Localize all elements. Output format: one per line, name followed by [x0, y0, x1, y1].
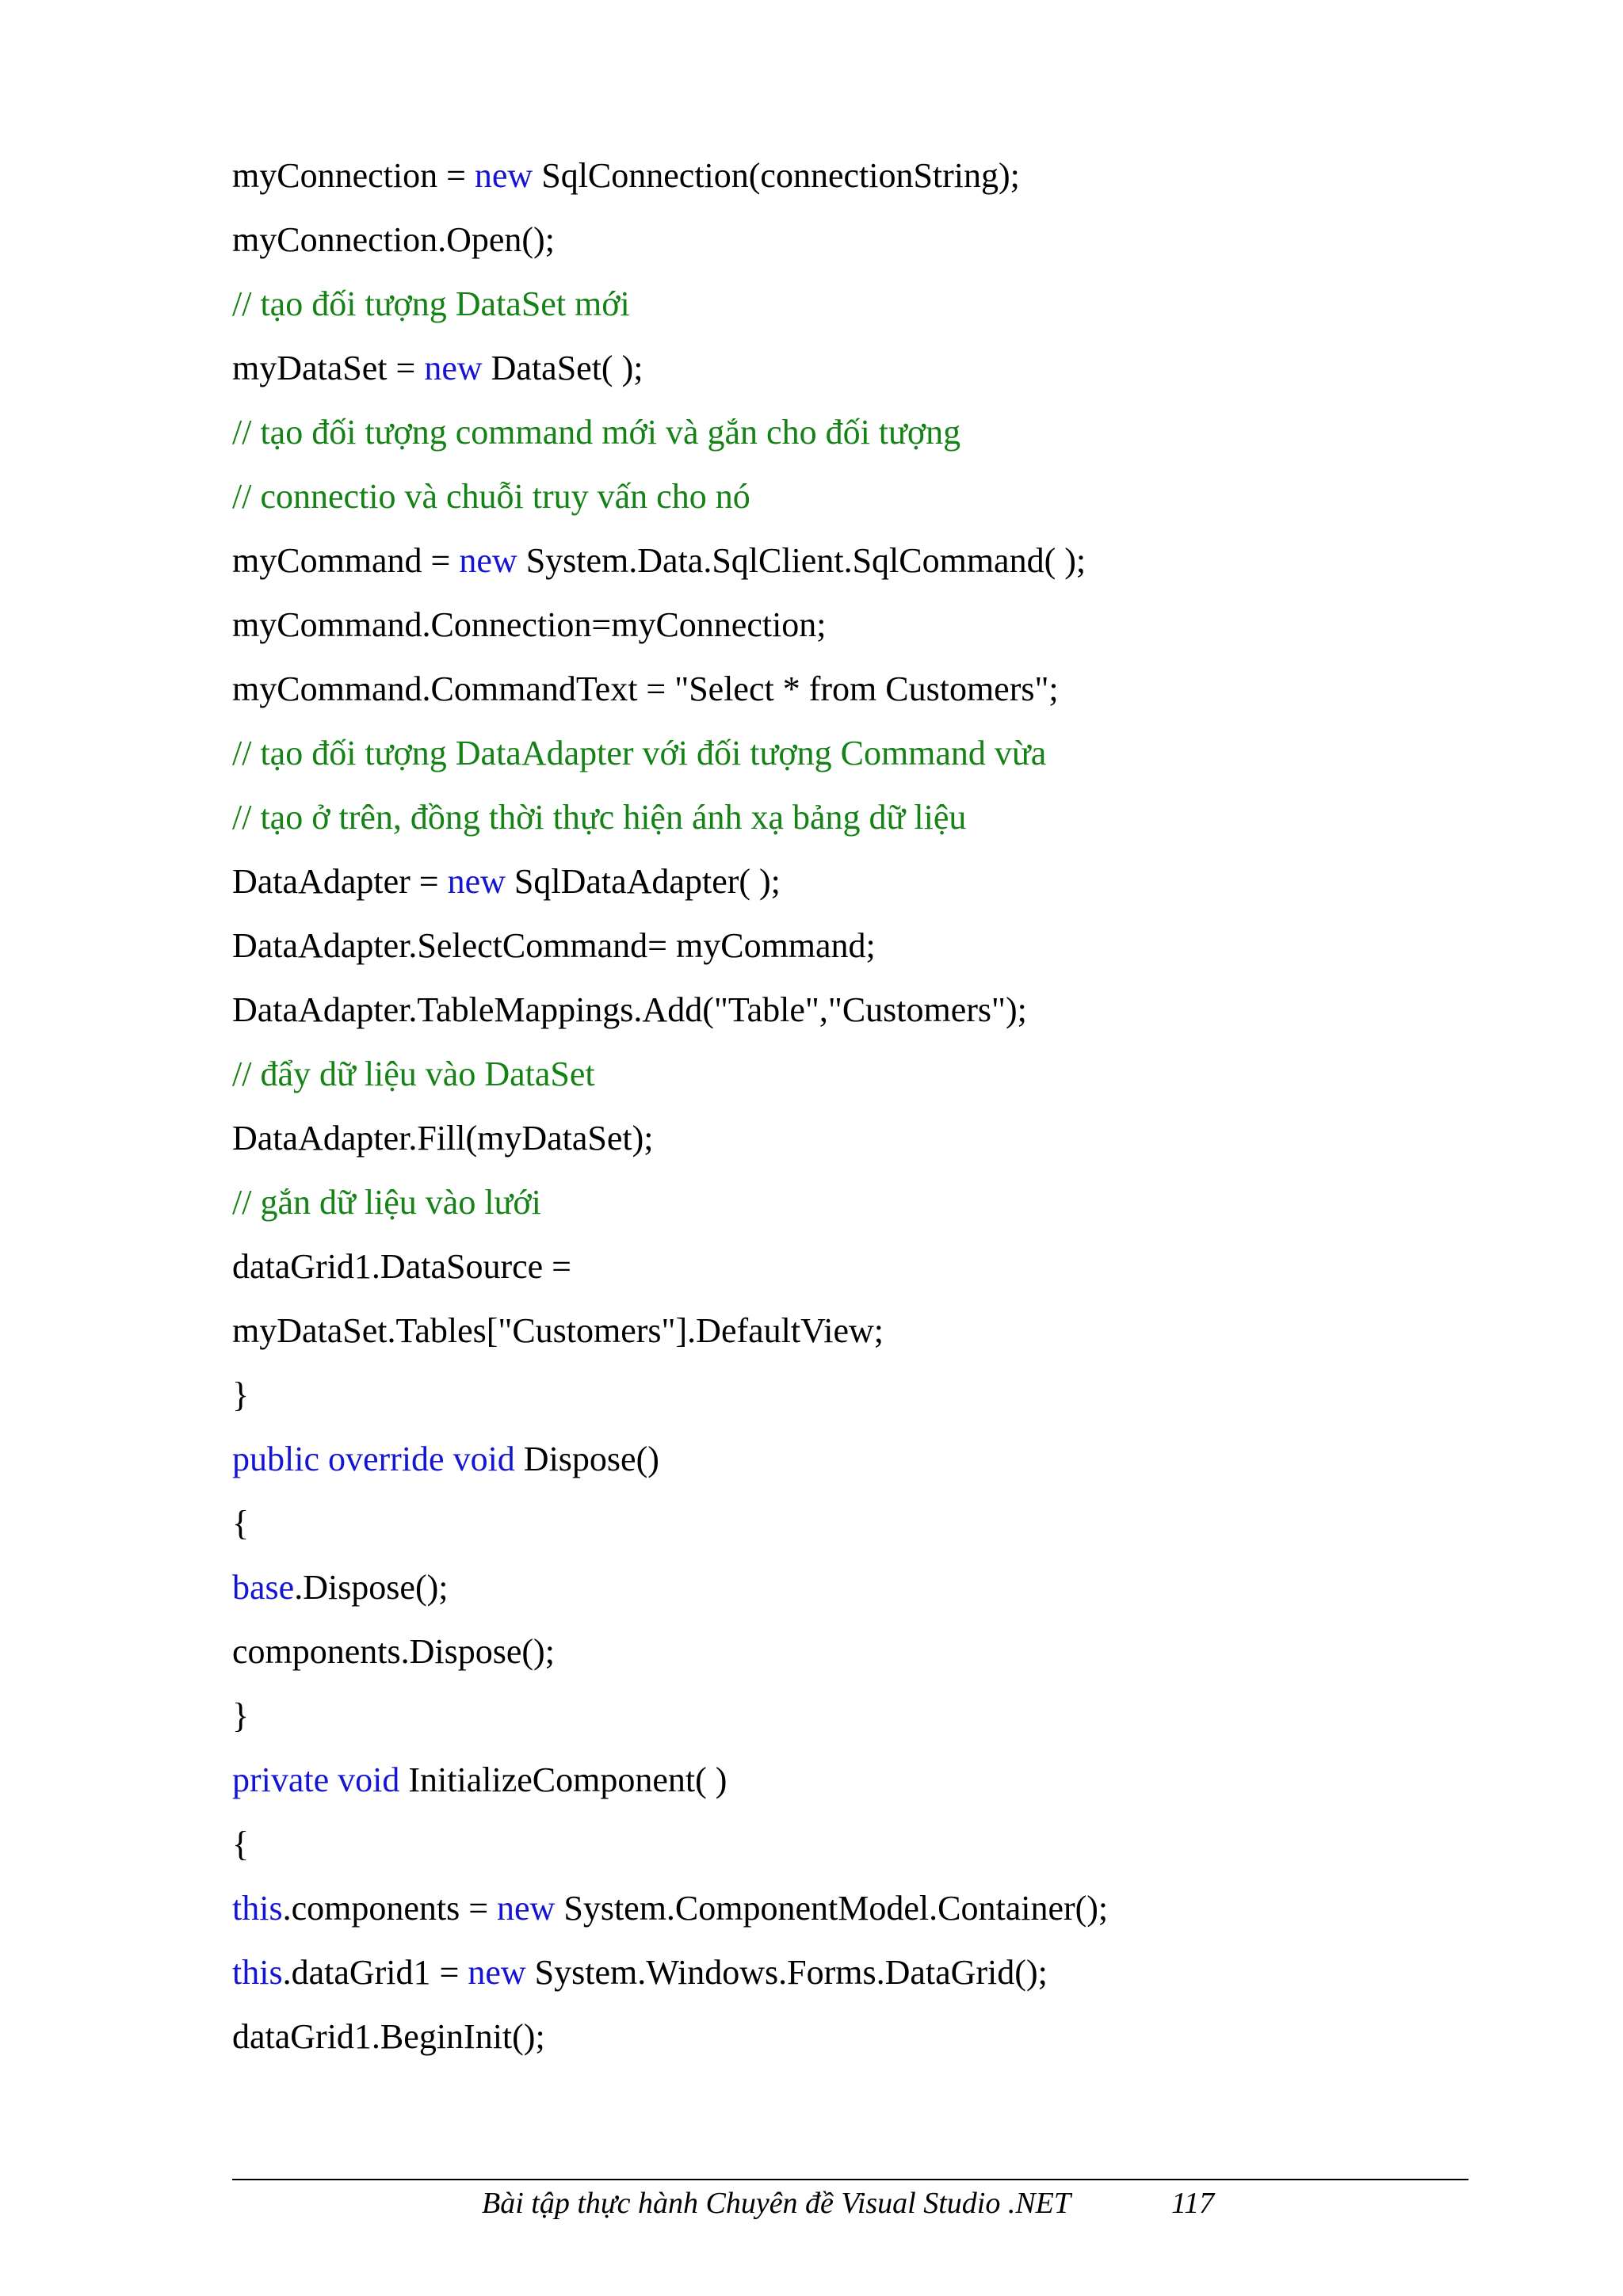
code-text: myDataSet.Tables["Customers"].DefaultView; — [232, 1311, 884, 1350]
code-keyword: new — [468, 1953, 526, 1992]
code-text: .components = — [282, 1889, 498, 1928]
code-keyword: public override void — [232, 1440, 515, 1478]
code-text: System.Windows.Forms.DataGrid(); — [525, 1953, 1048, 1992]
code-text: System.ComponentModel.Container(); — [555, 1889, 1109, 1928]
code-line — [232, 1115, 1500, 1179]
code-text: } — [232, 1375, 250, 1414]
code-line — [232, 858, 1500, 922]
code-comment: // đẩy dữ liệu vào DataSet — [232, 1055, 595, 1093]
code-comment: // connectio và chuỗi truy vấn cho nó — [232, 477, 750, 516]
code-text: DataAdapter = — [232, 862, 448, 901]
code-line — [232, 1179, 1500, 1243]
code-line — [232, 1564, 1500, 1628]
code-text: InitializeComponent( ) — [399, 1760, 727, 1799]
code-keyword: new — [447, 862, 506, 901]
code-line — [232, 601, 1500, 666]
code-line — [232, 409, 1500, 473]
code-text: DataAdapter.TableMappings.Add("Table","Customers"); — [232, 990, 1027, 1029]
code-line — [232, 345, 1500, 409]
code-line — [232, 1371, 1500, 1436]
code-comment: // gắn dữ liệu vào lưới — [232, 1183, 541, 1222]
code-text: { — [232, 1504, 250, 1543]
code-keyword: new — [497, 1889, 556, 1928]
code-text: { — [232, 1825, 250, 1863]
code-keyword: this — [232, 1889, 283, 1928]
code-text: components.Dispose(); — [232, 1632, 555, 1671]
code-comment: // tạo đối tượng DataSet mới — [232, 284, 630, 323]
code-comment: // tạo đối tượng DataAdapter với đối tượng Command vừa — [232, 734, 1047, 772]
code-line — [232, 1692, 1500, 1756]
code-text: SqlDataAdapter( ); — [505, 862, 781, 901]
code-text: myCommand.CommandText = "Select * from Customers"; — [232, 669, 1059, 708]
code-line — [232, 1436, 1500, 1500]
code-text: myCommand.Connection=myConnection; — [232, 605, 827, 644]
code-line — [232, 1243, 1500, 1307]
page-number: 117 — [1171, 2187, 1215, 2220]
code-line — [232, 1821, 1500, 1885]
code-comment: // tạo ở trên, đồng thời thực hiện ánh xạ bảng dữ liệu — [232, 798, 967, 837]
code-text: } — [232, 1696, 250, 1735]
code-line — [232, 922, 1500, 986]
code-line — [232, 280, 1500, 345]
code-text: myConnection.Open(); — [232, 220, 555, 259]
code-text: myConnection = — [232, 156, 475, 195]
code-text: SqlConnection(connectionString); — [533, 156, 1020, 195]
code-line — [232, 473, 1500, 537]
page-footer — [232, 2183, 1468, 2223]
code-line — [232, 152, 1500, 216]
code-keyword: private void — [232, 1760, 400, 1799]
code-text: .dataGrid1 = — [282, 1953, 468, 1992]
code-line — [232, 666, 1500, 730]
code-listing — [232, 152, 1500, 2077]
code-line — [232, 1949, 1500, 2013]
code-keyword: base — [232, 1568, 295, 1607]
code-line — [232, 1885, 1500, 1949]
code-keyword: new — [474, 156, 533, 195]
code-text: Dispose() — [514, 1440, 659, 1478]
code-line — [232, 730, 1500, 794]
code-text: dataGrid1.BeginInit(); — [232, 2017, 545, 2056]
footer-title: Bài tập thực hành Chuyên đề Visual Studio .NET — [482, 2187, 1071, 2220]
code-keyword: new — [424, 349, 483, 387]
code-comment: // tạo đối tượng command mới và gắn cho đối tượng — [232, 413, 961, 452]
code-line — [232, 1307, 1500, 1371]
code-text: DataSet( ); — [482, 349, 643, 387]
code-line — [232, 986, 1500, 1051]
code-text: .Dispose(); — [294, 1568, 449, 1607]
code-line — [232, 537, 1500, 601]
code-line — [232, 1051, 1500, 1115]
code-line — [232, 1756, 1500, 1821]
code-text: dataGrid1.DataSource = — [232, 1247, 571, 1286]
code-line — [232, 1500, 1500, 1564]
code-line — [232, 1628, 1500, 1692]
code-text: DataAdapter.Fill(myDataSet); — [232, 1119, 654, 1158]
code-line — [232, 216, 1500, 280]
code-line — [232, 794, 1500, 858]
code-text: myCommand = — [232, 541, 460, 580]
footer-rule — [232, 2179, 1468, 2180]
code-text: DataAdapter.SelectCommand= myCommand; — [232, 926, 876, 965]
code-text: System.Data.SqlClient.SqlCommand( ); — [517, 541, 1086, 580]
code-text: myDataSet = — [232, 349, 425, 387]
code-keyword: new — [459, 541, 517, 580]
code-line — [232, 2013, 1500, 2077]
code-keyword: this — [232, 1953, 283, 1992]
